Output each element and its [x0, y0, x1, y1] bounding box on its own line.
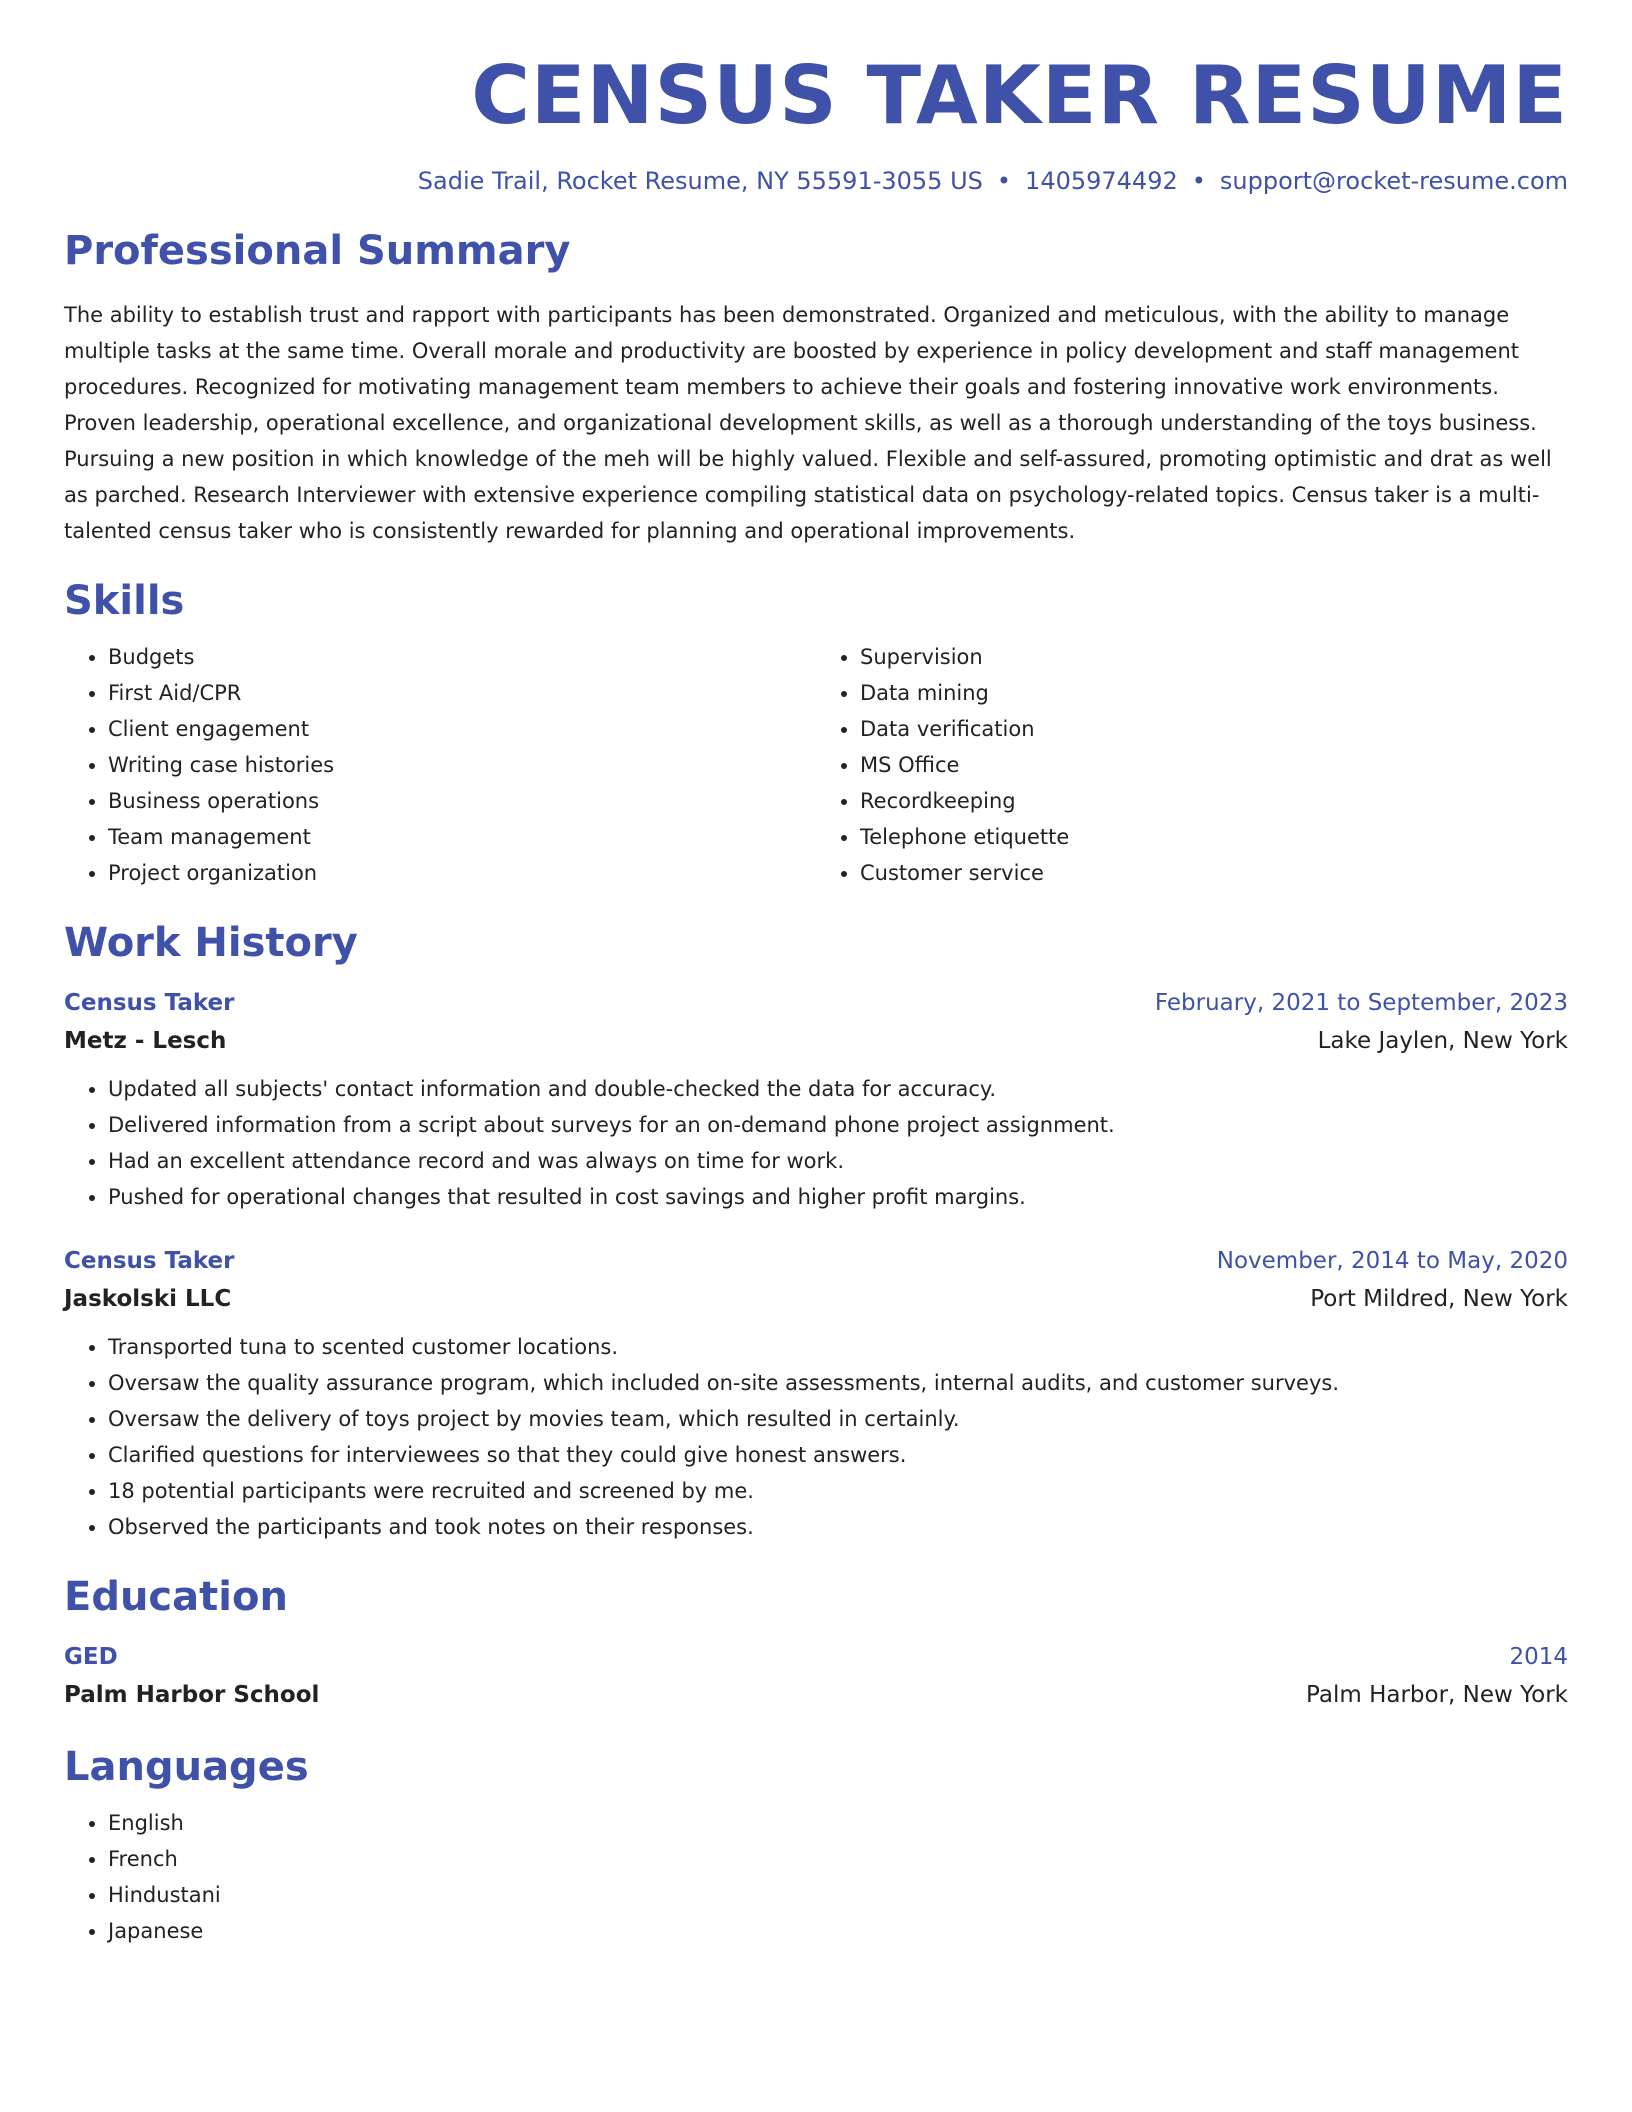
language-item: • English — [108, 1805, 1568, 1841]
languages-list — [64, 1805, 1568, 1949]
skill-item: • Telephone etiquette — [860, 819, 1568, 855]
job-dates: November, 2014 to May, 2020 — [1216, 1248, 1568, 1275]
skill-item: • Team management — [108, 819, 816, 855]
education-school: Palm Harbor School — [64, 1682, 320, 1709]
job-subheader — [64, 1279, 1568, 1319]
contact-line — [64, 166, 1568, 197]
skill-item: • Customer service — [860, 855, 1568, 891]
skill-item: • Supervision — [860, 639, 1568, 675]
skill-item: • Data verification — [860, 711, 1568, 747]
job-duty: • Transported tuna to scented customer locations. — [108, 1329, 1568, 1365]
job-company: Metz - Lesch — [64, 1028, 227, 1055]
languages-heading: Languages — [64, 1744, 309, 1791]
skill-item: • Business operations — [108, 783, 816, 819]
job-duty: • Oversaw the quality assurance program, which included on-site assessments, internal audits, and customer surveys. — [108, 1365, 1568, 1401]
skill-item: • Client engagement — [108, 711, 816, 747]
skill-item: • MS Office — [860, 747, 1568, 783]
resume-title: CENSUS TAKER RESUME — [471, 49, 1568, 142]
contact-phone: 1405974492 — [1025, 167, 1178, 195]
job-header — [64, 1243, 1568, 1279]
education-subheader — [64, 1675, 1568, 1715]
job-duty: • 18 potential participants were recruited and screened by me. — [108, 1473, 1568, 1509]
education-entry — [64, 1639, 1568, 1715]
job-duties — [64, 1071, 1568, 1215]
job-dates: February, 2021 to September, 2023 — [1154, 990, 1568, 1017]
summary-heading: Professional Summary — [64, 228, 571, 275]
language-item: • French — [108, 1841, 1568, 1877]
education-heading: Education — [64, 1574, 288, 1621]
job-duty: • Delivered information from a script about surveys for an on-demand phone project assignment. — [108, 1107, 1568, 1143]
work-history-heading: Work History — [64, 920, 358, 967]
contact-separator: • — [1191, 167, 1206, 195]
job-duty: • Observed the participants and took notes on their responses. — [108, 1509, 1568, 1545]
job-header — [64, 985, 1568, 1021]
job-duty: • Oversaw the delivery of toys project by movies team, which resulted in certainly. — [108, 1401, 1568, 1437]
job-entry — [64, 1243, 1568, 1545]
skill-item: • First Aid/CPR — [108, 675, 816, 711]
job-company: Jaskolski LLC — [64, 1286, 232, 1313]
resume-page — [64, 0, 1568, 1949]
job-duties — [64, 1329, 1568, 1545]
job-duty: • Pushed for operational changes that resulted in cost savings and higher profit margins. — [108, 1179, 1568, 1215]
skill-item: • Recordkeeping — [860, 783, 1568, 819]
job-title: Census Taker — [64, 990, 235, 1017]
job-duty: • Clarified questions for interviewees so that they could give honest answers. — [108, 1437, 1568, 1473]
job-location: Port Mildred, New York — [1310, 1286, 1568, 1313]
contact-separator: • — [996, 167, 1012, 195]
job-title: Census Taker — [64, 1248, 235, 1275]
language-item: • Japanese — [108, 1913, 1568, 1949]
skills-list — [64, 639, 1568, 891]
summary-text: The ability to establish trust and rapport with participants has been demonstrated. Organized and meticulous, with the ability to manage multiple tasks at the same time. Overall morale and productivity are boosted by experience in policy development and staff management procedures. Recognized for motivating management team members to achieve their goals and fostering innovative work environments. Proven leadership, operational excellence, and organizational development skills, as well as a thorough understanding of the toys business. Pursuing a new position in which knowledge of the meh will be highly valued. Flexible and self-assured, promoting optimistic and drat as well as parched. Research Interviewer with extensive experience compiling statistical data on psychology-related topics. Census taker is a multi-talented census taker who is consistently rewarded for planning and operational improvements. — [64, 303, 1552, 544]
job-duty: • Updated all subjects' contact information and double-checked the data for accuracy. — [108, 1071, 1568, 1107]
skill-item: • Project organization — [108, 855, 816, 891]
education-location: Palm Harbor, New York — [1306, 1682, 1568, 1709]
contact-email: support@rocket-resume.com — [1219, 167, 1568, 195]
job-duty: • Had an excellent attendance record and was always on time for work. — [108, 1143, 1568, 1179]
skill-item: • Data mining — [860, 675, 1568, 711]
skill-item: • Writing case histories — [108, 747, 816, 783]
language-item: • Hindustani — [108, 1877, 1568, 1913]
job-subheader — [64, 1021, 1568, 1061]
education-header — [64, 1639, 1568, 1675]
job-location: Lake Jaylen, New York — [1317, 1028, 1568, 1055]
contact-address: Sadie Trail, Rocket Resume, NY 55591-3055 US — [417, 167, 983, 195]
job-entry — [64, 985, 1568, 1215]
skill-item: • Budgets — [108, 639, 816, 675]
education-year: 2014 — [1509, 1644, 1568, 1671]
education-degree: GED — [64, 1644, 118, 1671]
skills-column-left — [64, 639, 816, 891]
skills-heading: Skills — [64, 578, 185, 625]
skills-column-right — [816, 639, 1568, 891]
